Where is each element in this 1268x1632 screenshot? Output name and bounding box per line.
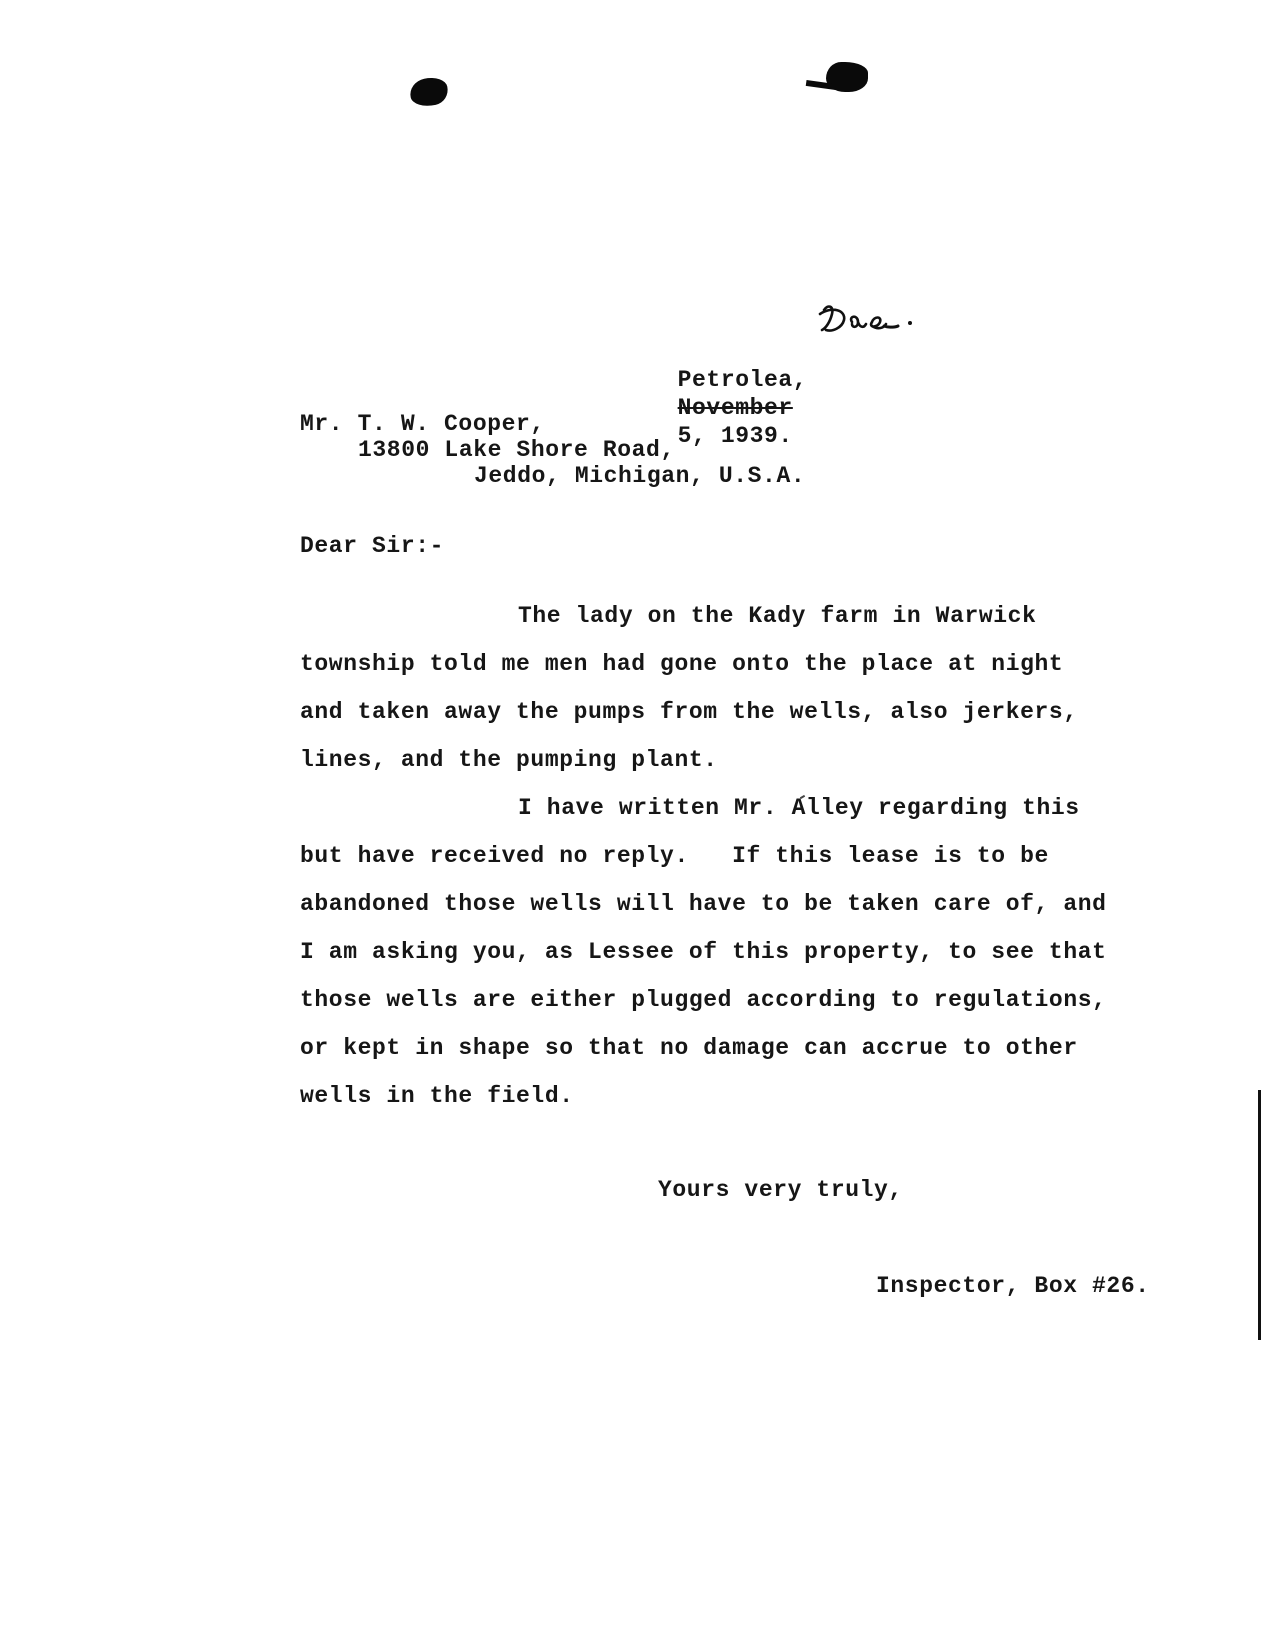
body-line: or kept in shape so that no damage can accrue to other (300, 1035, 1078, 1061)
body-line: those wells are either plugged according to regulations, (300, 987, 1107, 1013)
dateline-place: Petrolea, (677, 367, 808, 393)
salutation: Dear Sir:- (300, 533, 445, 559)
dateline-day-year: 5, 1939. (677, 423, 793, 449)
signature: Inspector, Box #26. (876, 1273, 1150, 1299)
handwritten-correction (818, 300, 918, 345)
punch-hole-left (408, 74, 451, 109)
body-line: but have received no reply. If this lease is to be (300, 843, 1049, 869)
scan-edge-line (1258, 1090, 1261, 1340)
dateline-struck-month: November (677, 395, 793, 421)
handwritten-dec-glyph (818, 300, 918, 340)
body-line: and taken away the pumps from the wells, also jerkers, (300, 699, 1078, 725)
address-city: Jeddo, Michigan, U.S.A. (474, 463, 806, 489)
body-line: lines, and the pumping plant. (300, 747, 718, 773)
body-line: I am asking you, as Lessee of this property, to see that (300, 939, 1107, 965)
address-name: Mr. T. W. Cooper, (300, 411, 545, 437)
body-line: wells in the field. (300, 1083, 574, 1109)
body-line: The lady on the Kady farm in Warwick (518, 603, 1037, 629)
body-line: abandoned those wells will have to be taken care of, and (300, 891, 1107, 917)
body-line: township told me men had gone onto the place at night (300, 651, 1064, 677)
address-street: 13800 Lake Shore Road, (358, 437, 675, 463)
body-line: I have written Mr. Alley regarding this (518, 795, 1080, 821)
closing: Yours very truly, (658, 1177, 903, 1203)
